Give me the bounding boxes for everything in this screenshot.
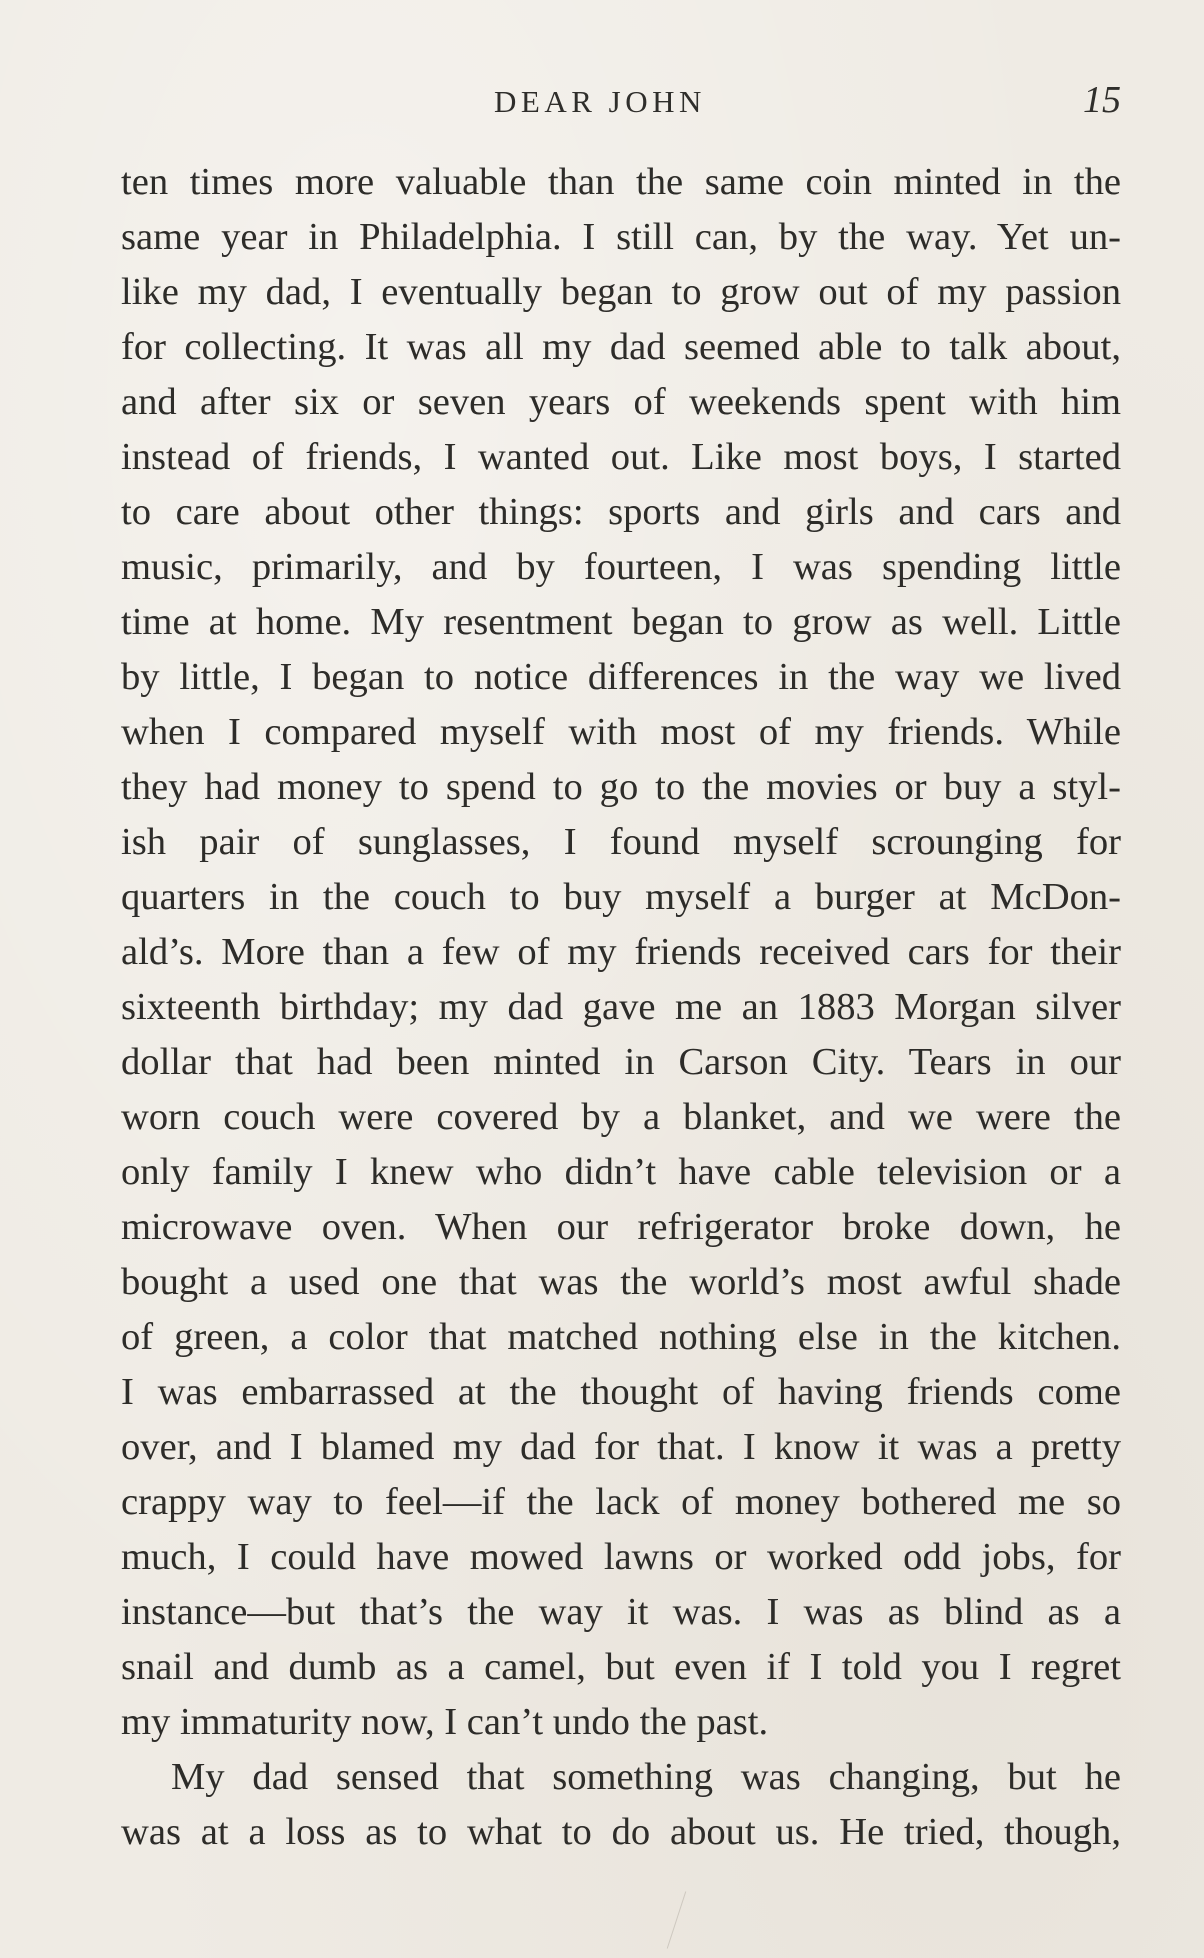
text-line: I was embarrassed at the thought of having friends come: [121, 1371, 1121, 1413]
paragraph-start-line: My dad sensed that something was changing, but he: [171, 1756, 1121, 1798]
text-line: to care about other things: sports and girls and cars and: [121, 491, 1121, 533]
text-line: instance—but that’s the way it was. I was as blind as a: [121, 1591, 1121, 1633]
text-line: only family I knew who didn’t have cable television or a: [121, 1151, 1121, 1193]
text-line: was at a loss as to what to do about us. He tried, though,: [121, 1811, 1121, 1853]
paragraph-end-line: my immaturity now, I can’t undo the past.: [121, 1701, 769, 1743]
text-line: instead of friends, I wanted out. Like most boys, I started: [121, 436, 1121, 478]
text-line: much, I could have mowed lawns or worked odd jobs, for: [121, 1536, 1121, 1578]
body-text: [121, 155, 1121, 1860]
text-line: worn couch were covered by a blanket, and we were the: [121, 1096, 1121, 1138]
text-line: snail and dumb as a camel, but even if I told you I regret: [121, 1646, 1121, 1688]
text-line: they had money to spend to go to the movies or buy a styl-: [121, 766, 1121, 808]
running-title: DEAR JOHN: [494, 84, 706, 119]
text-line: same year in Philadelphia. I still can, by the way. Yet un-: [121, 216, 1121, 258]
text-line: ald’s. More than a few of my friends received cars for their: [121, 931, 1121, 973]
text-line: sixteenth birthday; my dad gave me an 1883 Morgan silver: [121, 986, 1121, 1028]
running-head: [0, 78, 1204, 122]
text-line: time at home. My resentment began to grow as well. Little: [121, 601, 1121, 643]
text-line: over, and I blamed my dad for that. I know it was a pretty: [121, 1426, 1121, 1468]
text-line: ish pair of sunglasses, I found myself scrounging for: [121, 821, 1121, 863]
page-number: 15: [1083, 79, 1121, 121]
text-line: when I compared myself with most of my friends. While: [121, 711, 1121, 753]
text-line: of green, a color that matched nothing else in the kitchen.: [121, 1316, 1121, 1358]
text-line: quarters in the couch to buy myself a burger at McDon-: [121, 876, 1121, 918]
text-line: dollar that had been minted in Carson City. Tears in our: [121, 1041, 1121, 1083]
text-line: for collecting. It was all my dad seemed able to talk about,: [121, 326, 1121, 368]
page-crease: [667, 1891, 686, 1948]
text-line: music, primarily, and by fourteen, I was spending little: [121, 546, 1121, 588]
text-line: microwave oven. When our refrigerator broke down, he: [121, 1206, 1121, 1248]
text-line: crappy way to feel—if the lack of money bothered me so: [121, 1481, 1121, 1523]
text-line: like my dad, I eventually began to grow out of my passion: [121, 271, 1121, 313]
text-line: bought a used one that was the world’s most awful shade: [121, 1261, 1121, 1303]
text-line: ten times more valuable than the same coin minted in the: [121, 161, 1121, 203]
text-line: and after six or seven years of weekends spent with him: [121, 381, 1121, 423]
text-line: by little, I began to notice differences in the way we lived: [121, 656, 1121, 698]
